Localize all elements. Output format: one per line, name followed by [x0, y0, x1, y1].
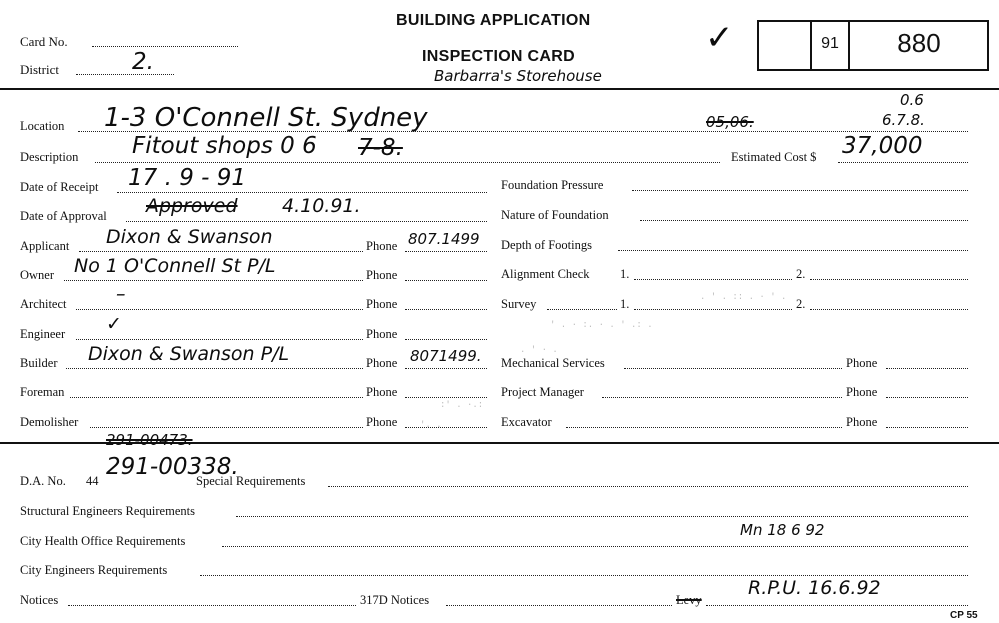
project-manager-label: Project Manager — [501, 385, 584, 399]
title-inspection-card: INSPECTION CARD — [422, 48, 575, 65]
applicant-value: Dixon & Swanson — [106, 226, 273, 248]
card-number-large: 880 — [897, 28, 941, 58]
date-of-approval-struck: Approved — [146, 195, 238, 217]
levy-line — [706, 605, 968, 606]
district-value: 2. — [132, 49, 154, 75]
date-of-receipt-line — [117, 192, 487, 193]
foreman-line — [70, 397, 363, 398]
date-of-approval-label: Date of Approval — [20, 209, 107, 223]
nature-of-foundation-line — [640, 220, 968, 221]
description-line — [95, 162, 720, 163]
owner-value: No 1 O'Connell St P/L — [74, 255, 276, 277]
survey-2-line — [810, 309, 968, 310]
alignment-check-2-line — [810, 279, 968, 280]
engineer-phone-label: Phone — [366, 327, 398, 341]
estimated-cost-label: Estimated Cost $ — [731, 150, 817, 164]
owner-phone-label: Phone — [366, 268, 398, 282]
excavator-phone-label: Phone — [846, 415, 878, 429]
owner-phone-line — [405, 280, 487, 281]
builder-value: Dixon & Swanson P/L — [88, 343, 290, 365]
mechanical-services-phone-label: Phone — [846, 356, 878, 370]
survey-1: 1. — [620, 297, 630, 311]
architect-phone-line — [405, 309, 487, 310]
owner-line — [64, 280, 363, 281]
levy-note: R.P.U. 16.6.92 — [748, 577, 881, 599]
nature-of-foundation-label: Nature of Foundation — [501, 208, 609, 222]
owner-label: Owner — [20, 268, 55, 282]
district-label: District — [20, 62, 59, 77]
notices-label: Notices — [20, 593, 59, 607]
scan-noise: '. . — [420, 420, 442, 430]
foundation-pressure-line — [632, 190, 968, 191]
depth-of-footings-label: Depth of Footings — [501, 238, 592, 252]
location-value: 1-3 O'Connell St. Sydney — [104, 103, 428, 133]
special-requirements-line — [328, 486, 968, 487]
demolisher-label: Demolisher — [20, 415, 79, 429]
demolisher-phone-label: Phone — [366, 415, 398, 429]
district-line — [76, 74, 174, 75]
notices-317d-line — [446, 605, 672, 606]
scan-noise: . ' . :: . · ' . — [700, 292, 787, 302]
special-requirements-label: Special Requirements — [196, 474, 306, 488]
city-health-note: Mn 18 6 92 — [740, 521, 825, 539]
alignment-check-2: 2. — [796, 267, 806, 281]
estimated-cost-value: 37,000 — [842, 133, 923, 159]
survey-1-line — [634, 309, 792, 310]
project-manager-line — [602, 397, 842, 398]
scan-noise: :' . ·.: — [440, 400, 484, 410]
location-struck-note: 05,06. — [706, 113, 754, 131]
mechanical-services-line — [624, 368, 842, 369]
project-manager-phone-line — [886, 397, 968, 398]
architect-line — [76, 309, 363, 310]
location-note-bottom: 6.7.8. — [882, 111, 925, 129]
notices-line — [68, 605, 356, 606]
engineer-label: Engineer — [20, 327, 66, 341]
mechanical-services-phone-line — [886, 368, 968, 369]
structural-engineers-label: Structural Engineers Requirements — [20, 504, 195, 518]
survey-lead-line — [547, 309, 617, 310]
survey-label: Survey — [501, 297, 537, 311]
form-code: CP 55 — [950, 610, 978, 621]
date-of-receipt-label: Date of Receipt — [20, 180, 99, 194]
foreman-phone-label: Phone — [366, 385, 398, 399]
alignment-check-label: Alignment Check — [501, 267, 590, 281]
excavator-phone-line — [886, 427, 968, 428]
applicant-phone-label: Phone — [366, 239, 398, 253]
city-engineers-label: City Engineers Requirements — [20, 563, 168, 577]
da-no-value: 291-00338. — [106, 454, 239, 480]
builder-line — [66, 368, 363, 369]
description-value: Fitout shops 0 6 — [132, 133, 317, 159]
architect-label: Architect — [20, 297, 67, 311]
description-struck: 7-8. — [358, 135, 403, 161]
builder-phone-label: Phone — [366, 356, 398, 370]
architect-mark: – — [116, 283, 126, 305]
foreman-phone-line — [405, 397, 487, 398]
da-no-label: D.A. No. — [20, 474, 66, 488]
header-divider — [0, 88, 999, 90]
date-of-approval-line — [126, 221, 487, 222]
engineer-mark: ✓ — [106, 313, 122, 335]
foreman-label: Foreman — [20, 385, 65, 399]
depth-of-footings-line — [618, 250, 968, 251]
city-health-line — [222, 546, 968, 547]
engineer-line — [76, 339, 363, 340]
description-label: Description — [20, 150, 79, 164]
project-manager-phone-label: Phone — [846, 385, 878, 399]
checkmark-icon: ✓ — [705, 18, 734, 58]
city-health-label: City Health Office Requirements — [20, 534, 186, 548]
builder-label: Builder — [20, 356, 58, 370]
applicant-label: Applicant — [20, 239, 70, 253]
engineer-phone-line — [405, 339, 487, 340]
alignment-check-1: 1. — [620, 267, 630, 281]
builder-phone-line — [405, 368, 487, 369]
card-no-label: Card No. — [20, 34, 68, 49]
mechanical-services-label: Mechanical Services — [501, 356, 605, 370]
applicant-line — [79, 251, 363, 252]
scan-noise: . ' · . — [520, 345, 558, 355]
struck-number: 291-00473. — [106, 431, 193, 449]
structural-engineers-line — [236, 516, 968, 517]
handwritten-subtitle: Barbarra's Storehouse — [434, 67, 602, 85]
applicant-phone-line — [405, 251, 487, 252]
date-of-receipt-value: 17 . 9 - 91 — [128, 165, 247, 191]
date-of-approval-value: 4.10.91. — [282, 195, 361, 217]
card-no-line — [92, 46, 238, 47]
da-no-prefix: 44 — [86, 474, 99, 488]
location-note-top: 0.6 — [900, 91, 924, 109]
alignment-check-1-line — [634, 279, 792, 280]
builder-phone-value: 8071499. — [410, 347, 482, 365]
survey-2: 2. — [796, 297, 806, 311]
demolisher-phone-line — [405, 427, 487, 428]
location-label: Location — [20, 119, 65, 133]
architect-phone-label: Phone — [366, 297, 398, 311]
scan-noise: ' . · :. · . ' .: . — [550, 320, 653, 330]
estimated-cost-line — [838, 162, 968, 163]
excavator-line — [566, 427, 842, 428]
title-building-application: BUILDING APPLICATION — [396, 12, 591, 29]
levy-label: Levy — [676, 593, 702, 607]
card-number-box — [757, 20, 989, 71]
applicant-phone-value: 807.1499 — [408, 230, 480, 248]
foundation-pressure-label: Foundation Pressure — [501, 178, 604, 192]
notices-317d-label: 317D Notices — [360, 593, 430, 607]
card-number-small: 91 — [821, 35, 839, 52]
excavator-label: Excavator — [501, 415, 552, 429]
